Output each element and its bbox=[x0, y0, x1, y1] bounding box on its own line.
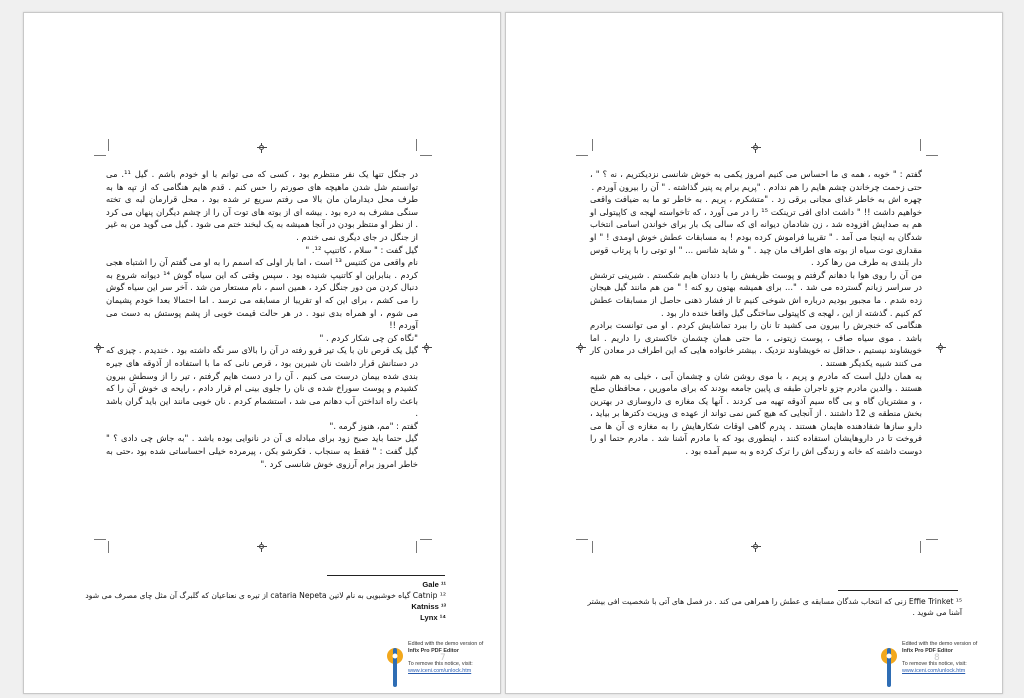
paragraph: نام واقعی من کتنیس ¹³ است ، اما بار اولی که اسمم را به او می گفتم آن را اشتباه هجی کردم . بنابراین او کاتنیپ شنیده بود . سپس وقتی که این سیاه گوش ¹⁴ دیوانه شروع به دنبال کردن من دور جنگل کرد ، همین اسم ، نام مستعار من شد . آخر سر این سیاه گوش را می کشم ، برای این که او تقریبا از مسابقه می ترسد . اما احتمالا بعدا خودم پشیمان می شوم ، او همراه بدی نبود . در هر حالت قیمت خوبی از پشم پوستش به دست می آوردم !! bbox=[106, 257, 418, 331]
footnote-separator bbox=[838, 590, 958, 591]
registration-mark-bottom bbox=[257, 542, 267, 552]
crop-mark bbox=[926, 539, 938, 540]
footnote: ¹⁴ Lynx bbox=[420, 613, 446, 622]
footnote: ¹⁵ Effie Trinket زنی که انتخاب شدگان مسابقه ی عطش را همراهی می کند . در فصل های آتی با شخصیت افی بیشتر آشنا می شوید . bbox=[587, 597, 962, 617]
crop-mark bbox=[926, 155, 938, 156]
demo-line: To remove this notice, visit: bbox=[902, 661, 967, 667]
demo-line: Edited with the demo version of bbox=[408, 641, 484, 647]
infix-logo-icon bbox=[384, 647, 406, 687]
crop-mark bbox=[108, 139, 109, 151]
demo-product-name: Infix Pro PDF Editor bbox=[408, 648, 459, 654]
paragraph: به همان دلیل است که مادرم و پریم ، با موی روشن شان و چشمان آبی ، خیلی به هم شبیه هستند . والدین مادرم جزو تاجران طبقه ی پایین جامعه بودند که برای ماموریں ، محافظان صلح ، و مشتریان گاه و بی گاه سیم آذوقه تهیه می کردند . آنها یک مغازه ی داروسازی در بهترین بخش منطقه ی 12 داشتند . از آنجایی که هیچ کس نمی تواند از عهده ی ویزیت دکترها بر بیاید ، دارو سازها شفادهنده هایمان هستند . پدرم گاهی اوقات شکارهایش را به مغازه ی آن ها می فروخت تا در داروهایشان استفاده کنند ، اینطوری بود که با مادرم آشنا شد . مادرم حتما او را دوست داشته که خانه و زندگی اش را ترک کرده و به سیم آمده بود . bbox=[590, 370, 922, 457]
document-page-left bbox=[23, 12, 501, 694]
demo-product-name: Infix Pro PDF Editor bbox=[902, 648, 953, 654]
paragraph: هنگامی که خنجرش را بیرون می کشید تا نان را ببرد تماشایش کردم . او می توانست برادرم باشد . موی سیاه صاف ، پوست زیتونی ، ما حتی همان چشمان خاکستری را داریم . اما خویشاوند نیستیم ، حداقل نه خویشاوند نزدیک . بیشتر خانواده هایی که این اطراف در معادن کار می کنند شبیه یکدیگر هستند . bbox=[590, 320, 922, 368]
demo-line: Edited with the demo version of bbox=[902, 641, 978, 647]
unlock-link[interactable]: www.iceni.com/unlock.htm bbox=[408, 668, 472, 674]
page-body-text bbox=[590, 168, 922, 458]
registration-mark-left bbox=[94, 343, 104, 353]
registration-mark-top bbox=[751, 143, 761, 153]
footnote: ¹¹ Gale bbox=[422, 580, 446, 589]
crop-mark bbox=[592, 139, 593, 151]
demo-line: To remove this notice, visit: bbox=[408, 661, 473, 667]
page-body-text bbox=[106, 168, 418, 470]
paragraph: من آن را روی هوا با دهانم گرفتم و پوست ظریفش را با دندان هایم شکستم . شیرینی ترشش در سراسر زبانم گسترده می شد . "... برای همیشه بهتون رو کنه ! " من هم مانند گیل هیجان زده شدم . ما مجبور بودیم درباره اش شوخی کنیم تا از فشار ذهنی حاصل از مسابقات عطش کم کنیم . گذشته از این ، لهجه ی کاپیتولی ساختگی گیل واقعا خنده دار بود . bbox=[590, 269, 922, 318]
infix-logo-icon bbox=[878, 647, 900, 687]
paragraph: گیل حتما باید صبح زود برای مبادله ی آن در نانوایی بوده باشد . "به جاش چی دادی ؟ " گیل گفت : " فقط یه سنجاب . فکرشو بکن ، پیرمرده خیلی احساساتی شده بود ،حتی به خاطر امروز برام آرزوی خوش شانسی کرد ." bbox=[106, 433, 418, 469]
demo-watermark bbox=[878, 641, 982, 691]
crop-mark bbox=[576, 539, 588, 540]
footnote: ¹² Catnip گیاه خوشبویی به نام لاتین cataria Nepeta از تیره ی نعناعیان که گلبرگ آن مثل چای مصرف می شود bbox=[85, 591, 446, 600]
footnote-separator bbox=[327, 575, 445, 576]
paragraph: گفتم : "مم، هنوز گرمه ." bbox=[329, 420, 418, 431]
crop-mark bbox=[94, 155, 106, 156]
crop-mark bbox=[420, 539, 432, 540]
registration-mark-right bbox=[422, 343, 432, 353]
registration-mark-left bbox=[576, 343, 586, 353]
footnotes bbox=[84, 579, 446, 623]
footnote: ¹³ Katniss bbox=[411, 602, 446, 611]
crop-mark bbox=[416, 139, 417, 151]
paragraph: چهره اش به خاطر غذای مجانی برقی زد . "متشکرم ، پریم . به خاطر تو ما به ضیافت واقعی خواهیم داشت !! " داشت ادای افی ترینکت ¹⁵ را در می آورد ، که تاخواسته لهجه ی کاپیتولی او هم به صدایش افزوده شد ، زن شادمان دیوانه ای که سالی یک بار برای خواندن اسامی انتخاب شدگان به اینجا می آمد . " تقریبا فراموش کرده بودم ! به مسابقات عطش خوش اومدی ! " او مقداری توت سیاه از بوته های اطراف مان چید . " و شاید شانس ... " او توتی را با پرتاب قوس دار بلندی به طرف من رها کرد . bbox=[590, 194, 922, 268]
paragraph: گیل گفت : " سلام ، کاتنیپ ¹². " bbox=[305, 244, 418, 255]
registration-mark-bottom bbox=[751, 542, 761, 552]
crop-mark bbox=[94, 539, 106, 540]
footnotes bbox=[576, 596, 962, 618]
document-page-right bbox=[505, 12, 1003, 694]
paragraph: گفتم : " خوبه ، همه ی ما احساس می کنیم امروز یکمی به خوش شانسی نزدیکتریم ، نه ؟ " ، حتی زحمت چرخاندن چشم هایم را هم ندادم . "پریم برام یه پنیر گذاشته . " آن را بیرون آوردم . bbox=[590, 169, 922, 192]
crop-mark bbox=[108, 541, 109, 553]
crop-mark bbox=[920, 541, 921, 553]
page-number: 8 bbox=[934, 653, 940, 663]
unlock-link[interactable]: www.iceni.com/unlock.htm bbox=[902, 668, 966, 674]
crop-mark bbox=[576, 155, 588, 156]
crop-mark bbox=[420, 155, 432, 156]
crop-mark bbox=[416, 541, 417, 553]
demo-watermark bbox=[384, 641, 488, 691]
registration-mark-top bbox=[257, 143, 267, 153]
demo-notice bbox=[902, 641, 984, 675]
paragraph: "نگاه کن چی شکار کردم . " bbox=[319, 332, 418, 343]
paragraph: گیل یک قرص نان با یک تیر فرو رفته در آن را بالای سر نگه داشته بود . خندیدم . چیزی که در دستانش قرار داشت نان شیرین بود ، قرص نانی که ما با استفاده از آذوقه های جیره بندی شده بیمان درست می کنیم . آن را در دست هایم گرفتم ، تیر را از وسطش بیرون کشیدم و پوست سوراخ شده ی نان را جلوی بینی ام قرار دادم ، رایحه ی خوش آن را که باعث راه انداختن آب دهانم می شد ، استشمام کردم . نان خوبی مانند این باید گران باشد . bbox=[106, 345, 418, 419]
paragraph: در جنگل تنها یک نفر منتظرم بود ، کسی که می توانم با او خودم باشم . گیل ¹¹. می توانستم شل شدن ماهیچه های صورتم را حس کنم . قدم هایم هنگامی که از تپه ها به طرف محل دیدارمان مان بالا می رفتم سریع تر شده بود ، محل قرارمان لبه ی تخته سنگی مشرف به دره بود . بیشه ای از بوته های توت آن را از چشم دیگران پنهان می کرد . از نظر او منتظر بودن در آنجا همیشه به یک لبخند ختم می شود . گیل می گوید من به غیر از جنگل در جای دیگری نمی خندم . bbox=[106, 169, 418, 242]
page-number: 7 bbox=[440, 653, 446, 663]
registration-mark-right bbox=[936, 343, 946, 353]
crop-mark bbox=[592, 541, 593, 553]
crop-mark bbox=[920, 139, 921, 151]
demo-notice bbox=[408, 641, 490, 675]
